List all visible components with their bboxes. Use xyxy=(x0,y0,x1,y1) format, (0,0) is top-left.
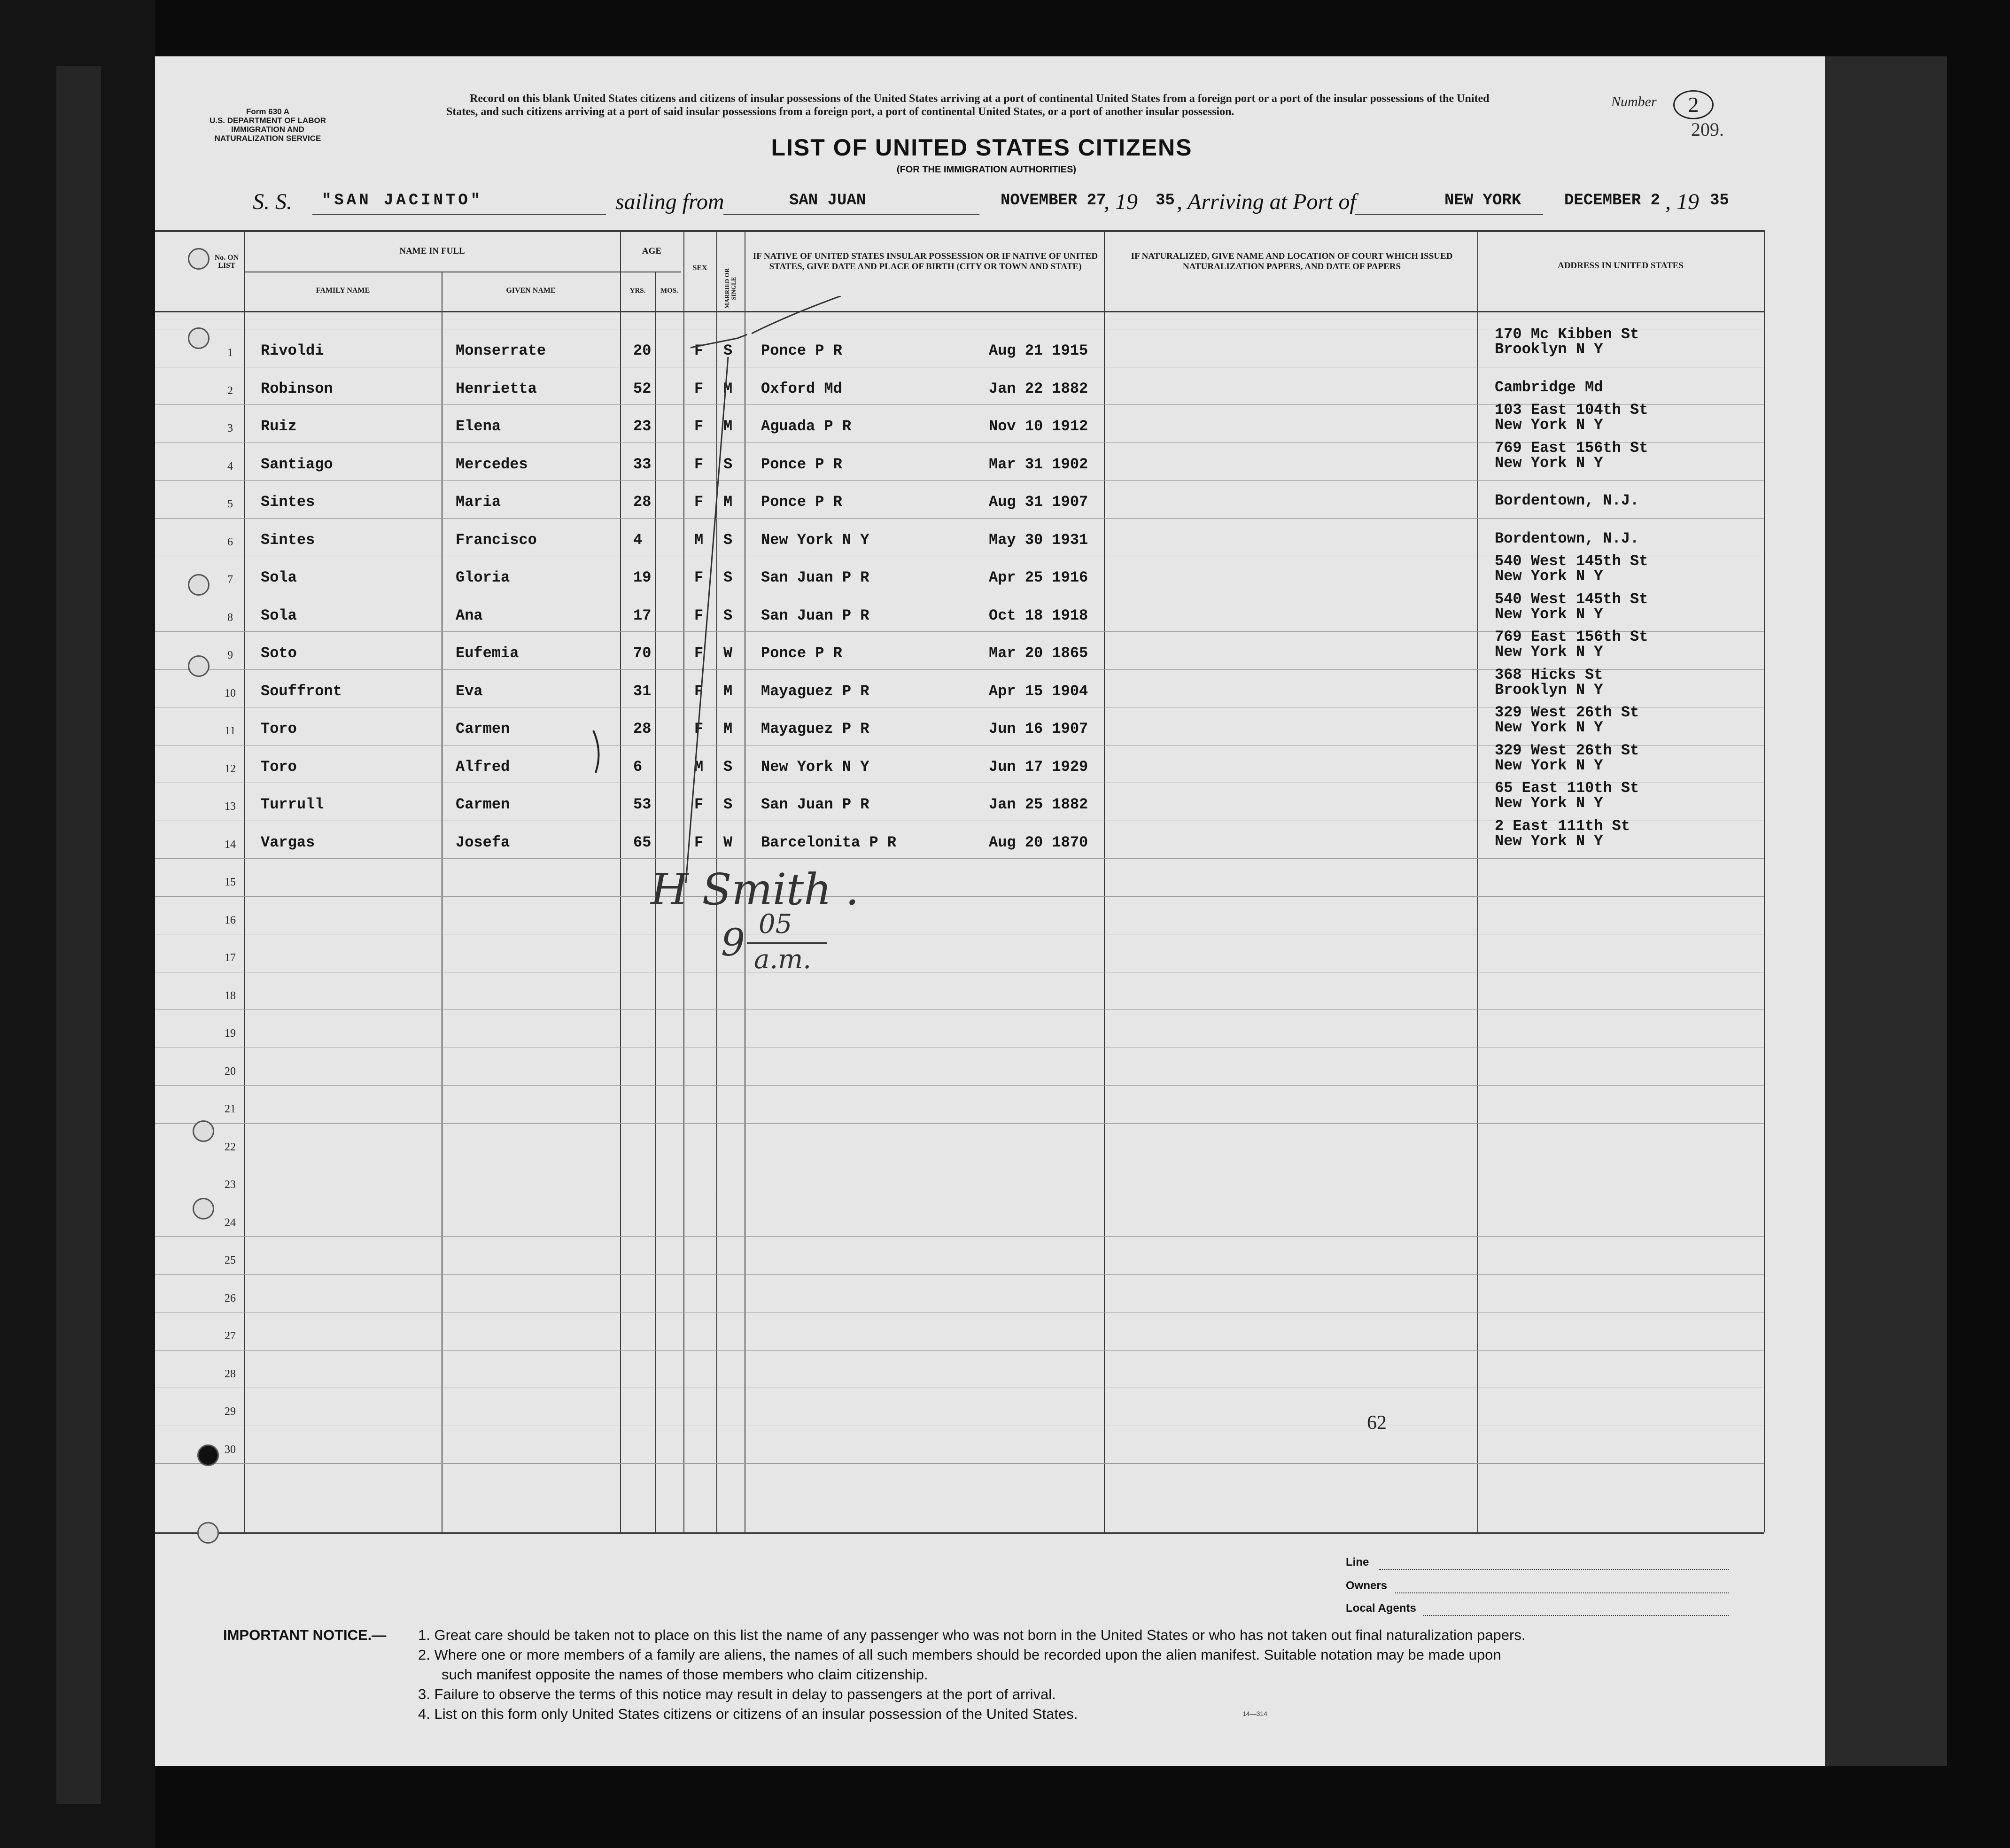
address-line-1: 540 West 145th St xyxy=(1495,552,1648,570)
sailing-from-label: sailing from xyxy=(615,189,724,214)
family-name: Turrull xyxy=(261,796,324,813)
marital-status: M xyxy=(723,493,733,511)
header-married-single: MARRIED OR SINGLE xyxy=(723,268,737,309)
notice-item-3: 3. Failure to observe the terms of this notice may result in delay to passengers at the port of arrival. xyxy=(418,1686,1056,1702)
table-bottom-border xyxy=(155,1532,1764,1534)
row-number: 6 xyxy=(227,536,233,548)
sex-column-tick-marks xyxy=(676,329,747,940)
sex: F xyxy=(694,682,704,700)
marital-status: M xyxy=(723,380,733,397)
address xyxy=(1495,705,1639,735)
address-line-1: 368 Hicks St xyxy=(1495,666,1603,683)
address-line-2: New York N Y xyxy=(1495,567,1603,585)
given-name: Ana xyxy=(456,606,483,624)
birth-date: May 30 1931 xyxy=(989,531,1088,549)
birth-date: Aug 31 1907 xyxy=(989,493,1088,511)
address xyxy=(1495,441,1648,471)
address-line-2: New York N Y xyxy=(1495,832,1603,850)
sex: F xyxy=(694,380,704,397)
sex: F xyxy=(694,455,704,473)
age-years: 23 xyxy=(633,418,652,435)
notice-heading: IMPORTANT NOTICE.— xyxy=(223,1627,387,1643)
address-line-1: 769 East 156th St xyxy=(1495,439,1648,457)
given-name: Eufemia xyxy=(456,644,519,662)
age-years: 31 xyxy=(633,682,652,700)
row-number: 21 xyxy=(225,1103,236,1115)
address-line-2: Brooklyn N Y xyxy=(1495,341,1603,358)
ruled-line xyxy=(155,858,1764,859)
row-number: 29 xyxy=(225,1405,236,1418)
age-years: 65 xyxy=(633,833,652,851)
arrival-date: DECEMBER 2 xyxy=(1564,192,1661,210)
sex: F xyxy=(694,606,704,624)
birth-place: San Juan P R xyxy=(761,796,869,813)
row-number: 7 xyxy=(227,574,233,586)
sex: F xyxy=(694,418,704,435)
family-name: Sola xyxy=(261,606,297,624)
row-number: 12 xyxy=(225,762,236,775)
address-line-1: 103 East 104th St xyxy=(1495,401,1648,419)
given-name: Alfred xyxy=(456,758,510,776)
header-naturalization: IF NATURALIZED, GIVE NAME AND LOCATION OF COURT WHICH ISSUED NATURALIZATION PAPERS, AND DATE OF PAPERS xyxy=(1131,251,1453,272)
department-name: U.S. DEPARTMENT OF LABOR xyxy=(209,116,326,125)
age-years: 52 xyxy=(633,380,652,397)
departure-year: 35 xyxy=(1156,192,1175,210)
line-label: Line xyxy=(1346,1556,1369,1568)
notice-item-1: 1. Great care should be taken not to place on this list the name of any passenger who was not born in the United States or who has not taken out final naturalization papers. xyxy=(418,1627,1526,1643)
family-name: Ruiz xyxy=(261,418,297,435)
port-of-arrival: NEW YORK xyxy=(1444,192,1521,210)
given-name: Mercedes xyxy=(456,455,528,473)
birth-place: Ponce P R xyxy=(761,493,842,511)
address-line-1: Bordentown, N.J. xyxy=(1495,529,1639,547)
row-number: 13 xyxy=(225,800,236,813)
row-number: 20 xyxy=(225,1065,236,1078)
departure-date: NOVEMBER 27 xyxy=(1001,192,1106,210)
family-name: Souffront xyxy=(261,682,342,700)
marital-status: W xyxy=(723,644,733,662)
line-field xyxy=(1379,1569,1729,1570)
page-number: 209. xyxy=(1691,119,1724,140)
address xyxy=(1495,403,1648,433)
departure-port-line xyxy=(723,214,979,215)
birth-place: Mayaguez P R xyxy=(761,682,869,700)
col-divider-naturalized xyxy=(1477,230,1478,1532)
header-given-name: GIVEN NAME xyxy=(506,287,556,295)
address-line-1: 65 East 110th St xyxy=(1495,779,1639,797)
row-number: 30 xyxy=(225,1443,236,1456)
family-name: Santiago xyxy=(261,455,333,473)
family-name: Sintes xyxy=(261,531,315,549)
given-name: Elena xyxy=(456,418,501,435)
given-name: Carmen xyxy=(456,796,510,813)
family-name: Vargas xyxy=(261,833,315,851)
address-line-1: Cambridge Md xyxy=(1495,378,1603,396)
ruled-line xyxy=(155,1463,1764,1464)
header-name-in-full: NAME IN FULL xyxy=(399,246,465,256)
header-address: ADDRESS IN UNITED STATES xyxy=(1557,261,1684,271)
form-title: LIST OF UNITED STATES CITIZENS xyxy=(771,134,1193,161)
age-years: 4 xyxy=(633,531,643,549)
birth-date: Nov 10 1912 xyxy=(989,418,1088,435)
address-line-1: 170 Mc Kibben St xyxy=(1495,326,1639,343)
age-years: 17 xyxy=(633,606,652,624)
marital-status: W xyxy=(723,833,733,851)
birth-date: Apr 15 1904 xyxy=(989,682,1088,700)
address-line-1: Bordentown, N.J. xyxy=(1495,492,1639,509)
binder-hole xyxy=(188,655,210,677)
birth-date: Mar 20 1865 xyxy=(989,644,1088,662)
binder-hole xyxy=(188,327,210,349)
birth-place: Barcelonita P R xyxy=(761,833,897,851)
service-name-line1: IMMIGRATION AND xyxy=(231,125,304,134)
ruled-line xyxy=(155,1274,1764,1275)
binder-hole xyxy=(188,574,210,596)
row-number: 18 xyxy=(225,989,236,1002)
header-family-name: FAMILY NAME xyxy=(316,287,370,295)
marital-status: M xyxy=(723,418,733,435)
birth-place: Ponce P R xyxy=(761,644,842,662)
time-fraction-bar xyxy=(747,942,827,944)
sex: F xyxy=(694,720,704,738)
arrival-port-line xyxy=(1355,214,1543,215)
given-name: Francisco xyxy=(456,531,537,549)
address-line-2: New York N Y xyxy=(1495,794,1603,812)
ruled-line xyxy=(155,896,1764,897)
binder-hole xyxy=(193,1198,214,1219)
birth-place: Ponce P R xyxy=(761,342,842,359)
birth-place: New York N Y xyxy=(761,758,869,776)
address-line-1: 2 East 111th St xyxy=(1495,817,1630,835)
row-number: 19 xyxy=(225,1027,236,1040)
sex: F xyxy=(694,833,704,851)
address-line-2: New York N Y xyxy=(1495,605,1603,623)
owners-field xyxy=(1395,1592,1729,1593)
address-line-1: 540 West 145th St xyxy=(1495,590,1648,608)
sex: M xyxy=(694,758,704,776)
address-line-2: New York N Y xyxy=(1495,643,1603,660)
address xyxy=(1495,819,1630,849)
local-agents-label: Local Agents xyxy=(1346,1602,1416,1615)
row-number: 1 xyxy=(227,347,233,359)
age-years: 28 xyxy=(633,493,652,511)
address xyxy=(1495,781,1639,811)
birth-date: Jun 17 1929 xyxy=(989,758,1088,776)
row-number: 27 xyxy=(225,1330,236,1342)
form-agency xyxy=(207,107,329,143)
arrival-year: 35 xyxy=(1710,192,1729,210)
row-number: 5 xyxy=(227,498,233,510)
row-number: 4 xyxy=(227,460,233,473)
row-number: 28 xyxy=(225,1367,236,1380)
service-name-line2: NATURALIZATION SERVICE xyxy=(214,134,321,143)
row-number: 15 xyxy=(225,876,236,888)
list-number: 2 xyxy=(1673,90,1714,119)
row-number: 11 xyxy=(225,725,236,737)
given-name: Carmen xyxy=(456,720,510,738)
inspector-signature: H Smith . xyxy=(651,864,859,915)
sheet-number: 62 xyxy=(1367,1412,1387,1434)
binder-hole xyxy=(193,1120,214,1142)
marital-status: M xyxy=(723,720,733,738)
notice-item-4: 4. List on this form only United States citizens or citizens of an insular possession of the United States. xyxy=(418,1706,1078,1722)
birth-place: Oxford Md xyxy=(761,380,842,397)
port-of-departure: SAN JUAN xyxy=(789,192,866,210)
ruled-line xyxy=(155,480,1764,481)
notice-item-2: 2. Where one or more members of a family are aliens, the names of all such members should be recorded upon the alien manifest. Suitable notation may be made upon xyxy=(418,1646,1501,1663)
ship-name: "SAN JACINTO" xyxy=(322,192,483,210)
binder-hole xyxy=(197,1444,219,1466)
given-name: Monserrate xyxy=(456,342,546,359)
row-number: 24 xyxy=(225,1216,236,1229)
header-sex: SEX xyxy=(692,264,707,272)
marital-status: S xyxy=(723,606,733,624)
address xyxy=(1495,554,1648,584)
marital-status: S xyxy=(723,569,733,586)
row-number: 9 xyxy=(227,649,233,661)
birth-place: San Juan P R xyxy=(761,569,869,586)
form-subtitle: (FOR THE IMMIGRATION AUTHORITIES) xyxy=(896,164,1077,175)
marital-status: S xyxy=(723,342,733,359)
birth-place: Ponce P R xyxy=(761,455,842,473)
pencil-bracket xyxy=(591,730,605,773)
address-line-1: 329 West 26th St xyxy=(1495,704,1639,721)
address-line-1: 769 East 156th St xyxy=(1495,628,1648,645)
header-pencil-stroke xyxy=(752,296,846,338)
given-name: Maria xyxy=(456,493,501,511)
birth-date: Jan 25 1882 xyxy=(989,796,1088,813)
address xyxy=(1495,743,1639,773)
row-number: 23 xyxy=(225,1179,236,1191)
form-code: 14—314 xyxy=(1242,1710,1267,1717)
ruled-line xyxy=(155,1236,1764,1237)
family-name: Soto xyxy=(261,644,297,662)
ruled-line xyxy=(155,1009,1764,1010)
given-name: Eva xyxy=(456,682,483,700)
arrival-time-hour: 9 xyxy=(721,921,745,964)
header-age: AGE xyxy=(642,246,662,256)
row-number: 17 xyxy=(225,952,236,964)
arrival-time-suffix: a.m. xyxy=(754,944,812,975)
notice-item-2-continued: such manifest opposite the names of those members who claim citizenship. xyxy=(442,1666,928,1683)
marital-status: S xyxy=(723,455,733,473)
birth-date: Aug 21 1915 xyxy=(989,342,1088,359)
sex: F xyxy=(694,796,704,813)
manifest-page xyxy=(155,56,1825,1766)
row-number: 8 xyxy=(227,611,233,624)
birth-date: Aug 20 1870 xyxy=(989,833,1088,851)
family-name: Toro xyxy=(261,720,297,738)
row-number: 25 xyxy=(225,1254,236,1266)
ruled-line xyxy=(155,1123,1764,1124)
address xyxy=(1495,668,1603,698)
header-birth-info: IF NATIVE OF UNITED STATES INSULAR POSSESSION OR IF NATIVE OF UNITED STATES, GIVE DATE AND PLACE OF BIRTH (CITY OR TOWN AND STATE) xyxy=(753,251,1098,272)
table-top-border xyxy=(155,230,1764,232)
row-number: 14 xyxy=(225,838,236,851)
row-number: 3 xyxy=(227,422,233,435)
row-number: 22 xyxy=(225,1141,236,1153)
binder-hole xyxy=(188,248,210,270)
family-name: Sola xyxy=(261,569,297,586)
arriving-label: , Arriving at Port of xyxy=(1177,189,1356,214)
col-divider-address xyxy=(1764,230,1765,1532)
address-line-2: New York N Y xyxy=(1495,416,1603,434)
record-note: Record on this blank United States citizens and citizens of insular possessions of the United States arriving at a port of continental United States from a foreign port or a port of the insular possessions of the United States, and such citizens arriving at a port of said insular possessions from a foreign port, a port of continental United States, or a port of another insular possession. xyxy=(446,93,1490,118)
owners-label: Owners xyxy=(1346,1579,1388,1592)
address xyxy=(1495,592,1648,622)
family-name: Rivoldi xyxy=(261,342,324,359)
birth-place: Mayaguez P R xyxy=(761,720,869,738)
age-years: 70 xyxy=(633,644,652,662)
marital-status: S xyxy=(723,758,733,776)
address xyxy=(1495,493,1639,508)
address xyxy=(1495,380,1603,395)
family-name: Robinson xyxy=(261,380,333,397)
birth-place: San Juan P R xyxy=(761,606,869,624)
birth-place: New York N Y xyxy=(761,531,869,549)
binder-hole xyxy=(197,1522,219,1544)
number-label: Number xyxy=(1611,94,1657,109)
sex: F xyxy=(694,342,704,359)
address-line-2: Brooklyn N Y xyxy=(1495,681,1603,699)
ruled-line xyxy=(155,1350,1764,1351)
marital-status: M xyxy=(723,682,733,700)
age-years: 28 xyxy=(633,720,652,738)
age-years: 19 xyxy=(633,569,652,586)
given-name: Josefa xyxy=(456,833,510,851)
age-years: 33 xyxy=(633,455,652,473)
row-number: 16 xyxy=(225,914,236,926)
address xyxy=(1495,327,1639,357)
marital-status: S xyxy=(723,531,733,549)
birth-date: Mar 31 1902 xyxy=(989,455,1088,473)
header-no-on-list: No. ON LIST xyxy=(214,254,239,270)
birth-date: Oct 18 1918 xyxy=(989,606,1088,624)
arrival-time-minutes: 05 xyxy=(759,909,792,940)
address-line-2: New York N Y xyxy=(1495,719,1603,736)
year-prefix-1: , 19 xyxy=(1104,189,1138,214)
address-line-2: New York N Y xyxy=(1495,756,1603,774)
col-divider-given xyxy=(620,230,621,1532)
ruled-line xyxy=(155,1085,1764,1086)
page-edge-right xyxy=(1825,56,1947,1766)
header-years: YRS. xyxy=(629,287,646,295)
family-name: Toro xyxy=(261,758,297,776)
birth-date: Apr 25 1916 xyxy=(989,569,1088,586)
header-months: MOS. xyxy=(660,287,678,295)
age-years: 20 xyxy=(633,342,652,359)
ship-name-line xyxy=(312,214,606,215)
family-name: Sintes xyxy=(261,493,315,511)
sex: F xyxy=(694,644,704,662)
sex: F xyxy=(694,569,704,586)
given-name: Henrietta xyxy=(456,380,537,397)
birth-place: Aguada P R xyxy=(761,418,852,435)
row-number: 26 xyxy=(225,1292,236,1304)
year-prefix-2: , 19 xyxy=(1665,189,1699,214)
row-number: 10 xyxy=(225,687,236,699)
form-number: Form 630 A xyxy=(246,107,289,116)
binder-strip xyxy=(56,66,101,1804)
address-line-2: New York N Y xyxy=(1495,454,1603,472)
address xyxy=(1495,629,1648,660)
age-years: 6 xyxy=(633,758,643,776)
birth-date: Jan 22 1882 xyxy=(989,380,1088,397)
col-divider-birth xyxy=(1104,230,1105,1532)
row-number: 2 xyxy=(227,384,233,397)
ss-label: S. S. xyxy=(253,189,292,214)
marital-status: S xyxy=(723,796,733,813)
address-line-1: 329 West 26th St xyxy=(1495,741,1639,759)
sex: F xyxy=(694,493,704,511)
sex: M xyxy=(694,531,704,549)
given-name: Gloria xyxy=(456,569,510,586)
header-bottom-border xyxy=(155,311,1764,312)
local-agents-field xyxy=(1423,1615,1729,1616)
address xyxy=(1495,531,1639,546)
ruled-line xyxy=(155,518,1764,519)
age-years: 53 xyxy=(633,796,652,813)
birth-date: Jun 16 1907 xyxy=(989,720,1088,738)
